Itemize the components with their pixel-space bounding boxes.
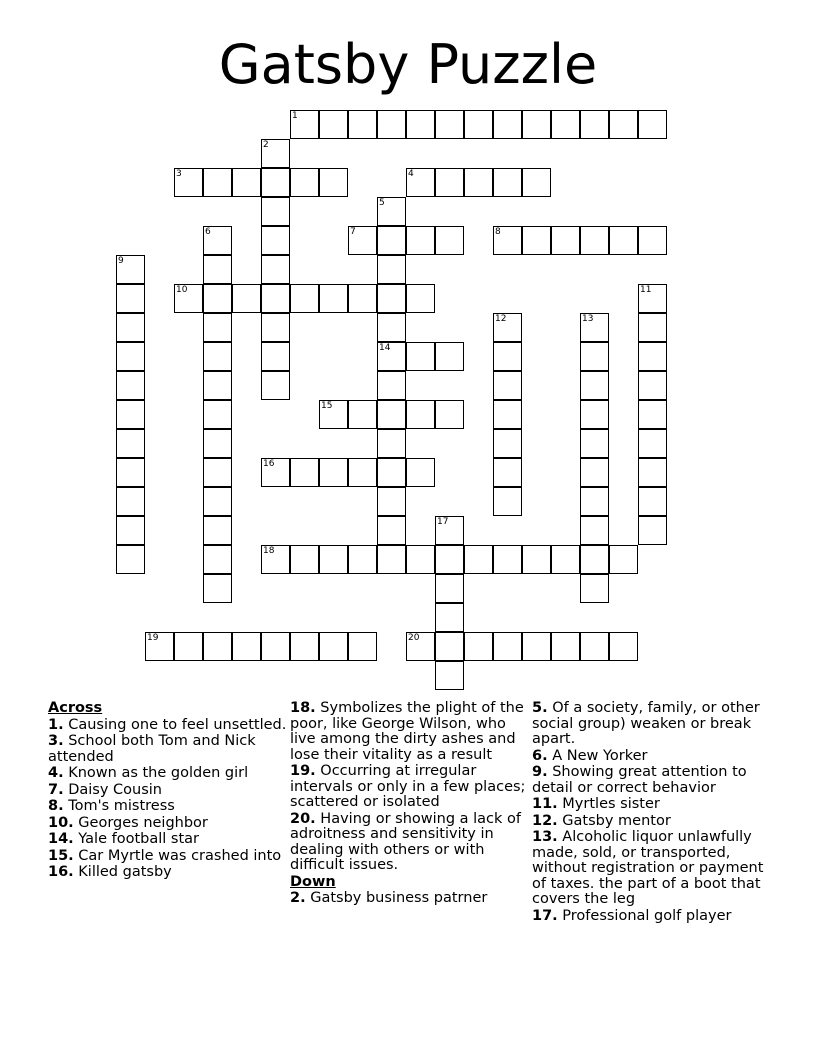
grid-cell[interactable] — [406, 632, 435, 661]
clue-item-number: 4. — [48, 765, 64, 781]
grid-cell[interactable] — [203, 226, 232, 255]
grid-cell[interactable] — [348, 632, 377, 661]
grid-cell[interactable] — [522, 545, 551, 574]
clue-number: 9 — [118, 256, 124, 266]
grid-cell[interactable] — [348, 284, 377, 313]
grid-cell[interactable] — [145, 632, 174, 661]
clue-number: 18 — [263, 546, 275, 556]
grid-cell[interactable] — [348, 226, 377, 255]
grid-cell[interactable] — [435, 603, 464, 632]
grid-cell[interactable] — [493, 545, 522, 574]
clue-item-text: Of a society, family, or other social group) weaken or break apart. — [532, 700, 760, 747]
grid-cell[interactable] — [406, 458, 435, 487]
clue-item-text: Car Myrtle was crashed into — [73, 847, 282, 864]
grid-cell[interactable] — [261, 458, 290, 487]
clue-item — [290, 764, 530, 811]
clue-item-text: Showing great attention to detail or correct behavior — [532, 764, 747, 796]
grid-cell[interactable] — [638, 284, 667, 313]
clue-item — [290, 701, 530, 763]
clue-item-text: Gatsby business patrner — [305, 890, 488, 906]
grid-cell[interactable] — [116, 255, 145, 284]
clue-number: 5 — [379, 198, 385, 208]
grid-cell[interactable] — [493, 429, 522, 458]
grid-cell[interactable] — [116, 371, 145, 400]
clue-number: 14 — [379, 343, 391, 353]
grid-cell[interactable] — [290, 545, 319, 574]
clue-item-text: Causing one to feel unsettled. — [63, 716, 287, 733]
clue-item-text: School both Tom and Nick attended — [48, 733, 256, 765]
grid-cell[interactable] — [609, 226, 638, 255]
grid-cell[interactable] — [638, 226, 667, 255]
clue-item-text: Alcoholic liquor unlawfully made, sold, or transported, without registration or payment of taxes. the part of a boot that covers the leg — [532, 829, 764, 907]
clue-item-number: 13. — [532, 829, 558, 845]
clue-item — [48, 734, 288, 765]
grid-cell[interactable] — [551, 226, 580, 255]
grid-cell[interactable] — [406, 284, 435, 313]
clue-item-number: 19. — [290, 763, 316, 779]
clue-item-number: 12. — [532, 812, 558, 829]
grid-cell[interactable] — [580, 400, 609, 429]
grid-cell[interactable] — [203, 342, 232, 371]
grid-cell[interactable] — [116, 458, 145, 487]
grid-cell[interactable] — [377, 313, 406, 342]
grid-cell[interactable] — [580, 545, 609, 574]
grid-cell[interactable] — [116, 400, 145, 429]
grid-cell[interactable] — [203, 371, 232, 400]
grid-cell[interactable] — [638, 458, 667, 487]
clue-item-number: 9. — [532, 764, 548, 780]
grid-cell[interactable] — [377, 458, 406, 487]
grid-cell[interactable] — [464, 168, 493, 197]
clue-number: 4 — [408, 169, 414, 179]
clue-item-text: Tom's mistress — [63, 798, 175, 814]
grid-cell[interactable] — [203, 313, 232, 342]
grid-cell[interactable] — [348, 458, 377, 487]
grid-cell[interactable] — [174, 168, 203, 197]
grid-cell[interactable] — [174, 632, 203, 661]
clue-item — [532, 830, 772, 908]
grid-cell[interactable] — [203, 429, 232, 458]
clue-item — [48, 865, 288, 881]
clue-item-number: 20. — [290, 810, 316, 827]
clue-item — [532, 749, 772, 765]
grid-cell[interactable] — [203, 545, 232, 574]
clue-item-number: 1. — [48, 716, 64, 733]
clue-item-text: Gatsby mentor — [557, 812, 671, 829]
grid-cell[interactable] — [493, 400, 522, 429]
clues-column-2 — [290, 701, 530, 908]
clue-item — [532, 909, 772, 925]
clue-number: 16 — [263, 459, 275, 469]
grid-cell[interactable] — [493, 110, 522, 139]
grid-cell[interactable] — [551, 632, 580, 661]
clue-item-number: 2. — [290, 890, 306, 906]
grid-cell[interactable] — [638, 313, 667, 342]
grid-cell[interactable] — [290, 284, 319, 313]
clue-number: 20 — [408, 633, 420, 643]
clue-heading-across: Across — [48, 700, 103, 716]
clue-item — [48, 816, 288, 832]
grid-cell[interactable] — [377, 342, 406, 371]
grid-cell[interactable] — [406, 342, 435, 371]
grid-cell[interactable] — [116, 545, 145, 574]
grid-cell[interactable] — [319, 168, 348, 197]
grid-cell[interactable] — [551, 545, 580, 574]
grid-cell[interactable] — [464, 545, 493, 574]
grid-cell[interactable] — [580, 516, 609, 545]
clue-number: 11 — [640, 285, 652, 295]
clue-item-text: Georges neighbor — [73, 814, 208, 831]
grid-cell[interactable] — [493, 342, 522, 371]
grid-cell[interactable] — [609, 632, 638, 661]
grid-cell[interactable] — [493, 168, 522, 197]
grid-cell[interactable] — [638, 371, 667, 400]
clue-item-number: 14. — [48, 831, 74, 847]
grid-cell[interactable] — [406, 400, 435, 429]
grid-cell[interactable] — [580, 313, 609, 342]
grid-cell[interactable] — [609, 545, 638, 574]
clue-item — [48, 832, 288, 848]
grid-cell[interactable] — [232, 632, 261, 661]
clue-item — [290, 891, 530, 907]
grid-cell[interactable] — [261, 632, 290, 661]
clue-number: 1 — [292, 111, 298, 121]
clue-item — [48, 783, 288, 799]
clue-item — [48, 718, 288, 734]
grid-cell[interactable] — [377, 545, 406, 574]
clue-item-number: 6. — [532, 747, 548, 764]
grid-cell[interactable] — [116, 429, 145, 458]
clue-item-number: 17. — [532, 907, 558, 924]
grid-cell[interactable] — [493, 371, 522, 400]
clue-item-text: Professional golf player — [557, 907, 732, 924]
clue-number: 19 — [147, 633, 159, 643]
grid-cell[interactable] — [580, 574, 609, 603]
grid-cell[interactable] — [580, 632, 609, 661]
grid-cell[interactable] — [116, 516, 145, 545]
page-title: Gatsby Puzzle — [218, 33, 598, 96]
grid-cell[interactable] — [319, 400, 348, 429]
grid-cell[interactable] — [290, 168, 319, 197]
grid-cell[interactable] — [377, 487, 406, 516]
grid-cell[interactable] — [522, 110, 551, 139]
grid-cell[interactable] — [609, 110, 638, 139]
grid-cell[interactable] — [319, 110, 348, 139]
grid-cell[interactable] — [580, 487, 609, 516]
clue-number: 13 — [582, 314, 594, 324]
grid-cell[interactable] — [377, 110, 406, 139]
grid-cell[interactable] — [377, 400, 406, 429]
grid-cell[interactable] — [203, 487, 232, 516]
clue-item-text: Myrtles sister — [557, 796, 660, 812]
grid-cell[interactable] — [290, 458, 319, 487]
grid-cell[interactable] — [203, 400, 232, 429]
grid-cell[interactable] — [377, 197, 406, 226]
grid-cell[interactable] — [203, 284, 232, 313]
grid-cell[interactable] — [203, 255, 232, 284]
grid-cell[interactable] — [580, 342, 609, 371]
grid-cell[interactable] — [348, 545, 377, 574]
clue-item-number: 18. — [290, 700, 316, 716]
grid-cell[interactable] — [319, 632, 348, 661]
grid-cell[interactable] — [348, 400, 377, 429]
clue-number: 7 — [350, 227, 356, 237]
clue-number: 12 — [495, 314, 507, 324]
grid-cell[interactable] — [290, 632, 319, 661]
clue-item-number: 15. — [48, 847, 74, 864]
grid-cell[interactable] — [232, 284, 261, 313]
grid-cell[interactable] — [580, 458, 609, 487]
clue-item — [48, 799, 288, 815]
grid-cell[interactable] — [493, 313, 522, 342]
grid-cell[interactable] — [406, 226, 435, 255]
clue-item-number: 8. — [48, 798, 64, 814]
grid-cell[interactable] — [377, 255, 406, 284]
clue-item-number: 5. — [532, 700, 548, 716]
grid-cell[interactable] — [377, 226, 406, 255]
grid-cell[interactable] — [522, 632, 551, 661]
clue-item-number: 7. — [48, 781, 64, 798]
grid-cell[interactable] — [580, 429, 609, 458]
grid-cell[interactable] — [319, 284, 348, 313]
grid-cell[interactable] — [493, 458, 522, 487]
clue-item — [48, 849, 288, 865]
grid-cell[interactable] — [377, 371, 406, 400]
grid-cell[interactable] — [638, 516, 667, 545]
grid-cell[interactable] — [464, 110, 493, 139]
clue-item-text: Occurring at irregular intervals or only in a few places; scattered or isolated — [290, 763, 526, 810]
clue-item-text: Killed gatsby — [73, 864, 172, 880]
grid-cell[interactable] — [406, 168, 435, 197]
grid-cell[interactable] — [435, 168, 464, 197]
grid-cell[interactable] — [319, 545, 348, 574]
clue-item — [532, 765, 772, 796]
grid-cell[interactable] — [261, 226, 290, 255]
grid-cell[interactable] — [203, 516, 232, 545]
grid-cell[interactable] — [116, 284, 145, 313]
clue-number: 2 — [263, 140, 269, 150]
clue-number: 10 — [176, 285, 188, 295]
grid-cell[interactable] — [261, 313, 290, 342]
grid-cell[interactable] — [435, 226, 464, 255]
grid-cell[interactable] — [406, 545, 435, 574]
clue-number: 15 — [321, 401, 333, 411]
grid-cell[interactable] — [435, 342, 464, 371]
grid-cell[interactable] — [203, 458, 232, 487]
grid-cell[interactable] — [464, 632, 493, 661]
clue-item-text: Symbolizes the plight of the poor, like George Wilson, who live among the dirty ashes and lose their vitality as a result — [290, 700, 524, 763]
clues-column-1 — [48, 701, 288, 882]
grid-cell[interactable] — [435, 661, 464, 690]
clue-item-text: Daisy Cousin — [63, 781, 163, 798]
clue-item — [532, 701, 772, 748]
grid-cell[interactable] — [290, 110, 319, 139]
grid-cell[interactable] — [261, 255, 290, 284]
grid-cell[interactable] — [522, 226, 551, 255]
clue-item-text: A New Yorker — [547, 747, 648, 764]
grid-cell[interactable] — [580, 110, 609, 139]
grid-cell[interactable] — [232, 168, 261, 197]
grid-cell[interactable] — [319, 458, 348, 487]
grid-cell[interactable] — [435, 110, 464, 139]
clue-number: 8 — [495, 227, 501, 237]
grid-cell[interactable] — [638, 400, 667, 429]
clue-item-number: 10. — [48, 814, 74, 831]
grid-cell[interactable] — [203, 574, 232, 603]
clue-item-text: Known as the golden girl — [63, 765, 249, 781]
grid-cell[interactable] — [638, 429, 667, 458]
grid-cell[interactable] — [116, 313, 145, 342]
grid-cell[interactable] — [638, 110, 667, 139]
grid-cell[interactable] — [493, 632, 522, 661]
grid-cell[interactable] — [638, 487, 667, 516]
grid-cell[interactable] — [261, 371, 290, 400]
clue-item-number: 11. — [532, 796, 558, 812]
grid-cell[interactable] — [435, 574, 464, 603]
grid-cell[interactable] — [116, 487, 145, 516]
grid-cell[interactable] — [435, 400, 464, 429]
grid-cell[interactable] — [261, 284, 290, 313]
clue-item-text: Having or showing a lack of adroitness and sensitivity in dealing with others or with difficult issues. — [290, 810, 522, 873]
clue-number: 17 — [437, 517, 449, 527]
grid-cell[interactable] — [261, 197, 290, 226]
clue-item — [290, 812, 530, 874]
grid-cell[interactable] — [435, 545, 464, 574]
clue-item — [532, 814, 772, 830]
grid-cell[interactable] — [638, 342, 667, 371]
grid-cell[interactable] — [377, 429, 406, 458]
clue-item-text: Yale football star — [73, 831, 199, 847]
grid-cell[interactable] — [261, 168, 290, 197]
grid-cell[interactable] — [493, 226, 522, 255]
grid-cell[interactable] — [116, 342, 145, 371]
grid-cell[interactable] — [493, 487, 522, 516]
grid-cell[interactable] — [377, 516, 406, 545]
clue-item-number: 16. — [48, 864, 74, 880]
clue-item — [48, 766, 288, 782]
grid-cell[interactable] — [261, 139, 290, 168]
grid-cell[interactable] — [261, 545, 290, 574]
grid-cell[interactable] — [522, 168, 551, 197]
grid-cell[interactable] — [174, 284, 203, 313]
grid-cell[interactable] — [580, 371, 609, 400]
grid-cell[interactable] — [377, 284, 406, 313]
grid-cell[interactable] — [435, 632, 464, 661]
clue-item-number: 3. — [48, 733, 64, 749]
clues-column-3 — [532, 701, 772, 925]
grid-cell[interactable] — [406, 110, 435, 139]
grid-cell[interactable] — [435, 516, 464, 545]
grid-cell[interactable] — [551, 110, 580, 139]
grid-cell[interactable] — [580, 226, 609, 255]
grid-cell[interactable] — [203, 168, 232, 197]
clue-heading-down: Down — [290, 873, 336, 890]
clue-number: 6 — [205, 227, 211, 237]
clue-item — [532, 797, 772, 813]
grid-cell[interactable] — [203, 632, 232, 661]
clue-number: 3 — [176, 169, 182, 179]
grid-cell[interactable] — [348, 110, 377, 139]
grid-cell[interactable] — [261, 342, 290, 371]
